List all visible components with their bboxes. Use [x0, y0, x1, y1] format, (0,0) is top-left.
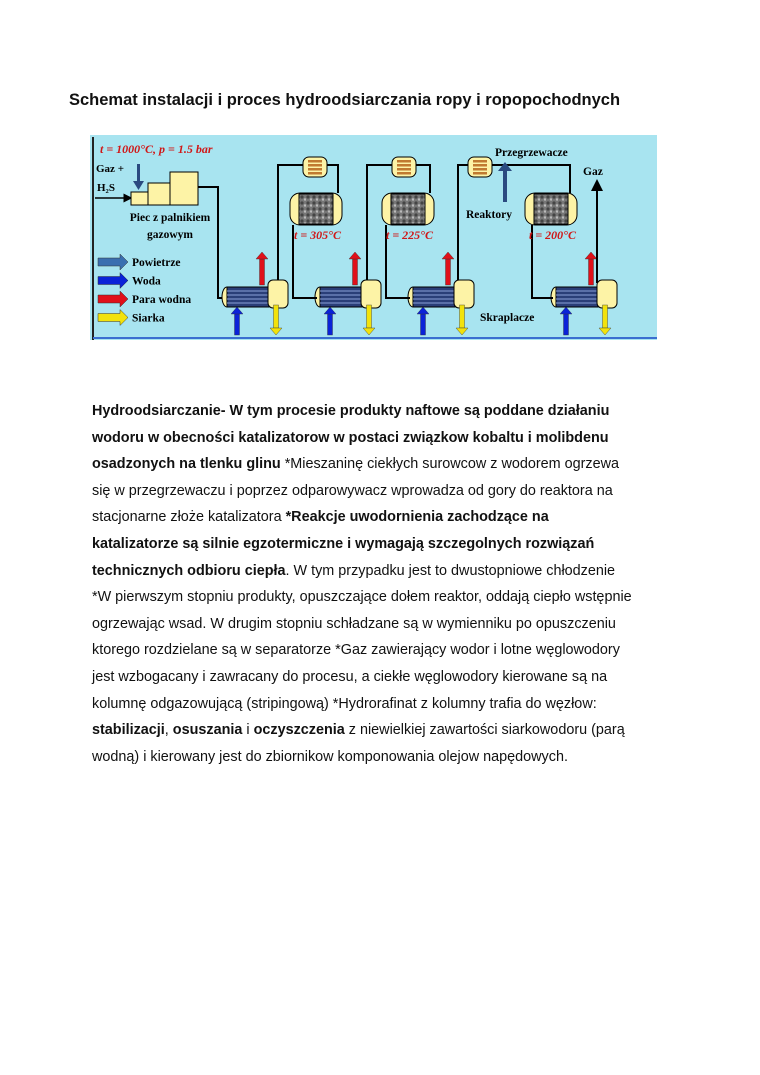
text-segment: ktorego rozdzielane są w separatorze *Gaz zawierający wodor i lotne węglowodory — [92, 642, 620, 659]
gas-out-label: Gaz — [583, 166, 603, 178]
bold-text: technicznych odbioru ciepła — [92, 562, 286, 579]
furnace-label-2: gazowym — [147, 229, 193, 241]
reactor-icon — [525, 193, 577, 225]
legend-label: Woda — [132, 275, 161, 288]
text-segment: się w przegrzewaczu i poprzez odparowywacz wprowadza od gory do reaktora na — [92, 482, 613, 499]
text-line — [92, 454, 682, 481]
bold-text: osadzonych na tlenku glinu — [92, 456, 281, 473]
bold-text: oczyszczenia — [253, 722, 345, 739]
furnace-condition: t = 1000°C, p = 1.5 bar — [100, 142, 213, 156]
text-line — [92, 747, 682, 774]
reactor-temperature: t = 305°C — [294, 228, 341, 242]
text-line — [92, 561, 682, 588]
text-segment: stacjonarne złoże katalizatora — [92, 509, 286, 526]
text-line — [92, 640, 682, 667]
text-line — [92, 587, 682, 614]
reactor-icon — [382, 193, 434, 225]
body-text — [92, 401, 682, 773]
bold-text: stabilizacji — [92, 722, 165, 739]
text-line — [92, 720, 682, 747]
reactors-label: Reaktory — [466, 209, 512, 221]
process-diagram — [90, 135, 660, 345]
condensers-label: Skraplacze — [480, 312, 535, 324]
text-line — [92, 667, 682, 694]
text-segment: i — [242, 722, 254, 739]
text-segment: , — [164, 722, 173, 739]
text-line — [92, 507, 682, 534]
text-segment: . W tym przypadku jest to dwustopniowe chłodzenie — [285, 562, 616, 579]
text-segment: z niewielkiej zawartości siarkowodoru (parą — [344, 722, 625, 739]
text-segment: jest wzbogacany i zawracany do procesu, a ciekłe węglowodory kierowane są na — [92, 668, 608, 685]
preheater-icon — [468, 157, 492, 177]
text-line — [92, 481, 682, 508]
text-line — [92, 614, 682, 641]
bold-text: katalizatorze są silnie egzotermiczne i wymagają szczegolnych rozwiązań — [92, 535, 595, 552]
legend-label: Para wodna — [132, 294, 192, 306]
reactor-icon — [290, 193, 342, 225]
legend-label: Siarka — [132, 312, 165, 325]
text-line — [92, 428, 682, 455]
text-segment: *W pierwszym stopniu produkty, opuszczające dołem reaktor, oddają ciepło wstępnie — [92, 589, 632, 606]
text-segment: kolumnę odgazowującą (stripingową) *Hydrorafinat z kolumny trafia do węzłow: — [92, 695, 597, 712]
reactor-temperature: t = 200°C — [529, 228, 576, 242]
bold-text: wodoru w obecności katalizatorow w postaci związkow kobaltu i molibdenu — [92, 429, 609, 446]
input-gas-label: Gaz + — [96, 163, 124, 175]
text-line — [92, 401, 682, 428]
preheaters-label: Przegrzewacze — [495, 147, 568, 159]
text-segment: wodną) i kierowany jest do zbiornikow komponowania olejow napędowych. — [92, 748, 568, 765]
bold-text: Hydroodsiarczanie- W tym procesie produkty naftowe są poddane działaniu — [92, 403, 610, 419]
input-h2s-label: H₂S — [97, 182, 115, 194]
text-segment: ogrzewając wsad. W drugim stopniu schładzane są w wymienniku po opuszczeniu — [92, 615, 616, 632]
text-line — [92, 694, 682, 721]
text-segment: *Mieszaninę ciekłych surowcow z wodorem ogrzewa — [280, 456, 620, 473]
reactor-temperature: t = 225°C — [386, 228, 433, 242]
bold-text: osuszania — [172, 722, 243, 739]
bold-text: *Reakcje uwodornienia zachodzące na — [285, 509, 549, 526]
furnace-label: Piec z palnikiem — [129, 212, 211, 224]
preheater-icon — [392, 157, 416, 177]
text-line — [92, 534, 682, 561]
legend-label: Powietrze — [132, 257, 181, 269]
page-title: Schemat instalacji i proces hydroodsiarczania ropy i ropopochodnych — [69, 91, 621, 109]
preheater-icon — [303, 157, 327, 177]
